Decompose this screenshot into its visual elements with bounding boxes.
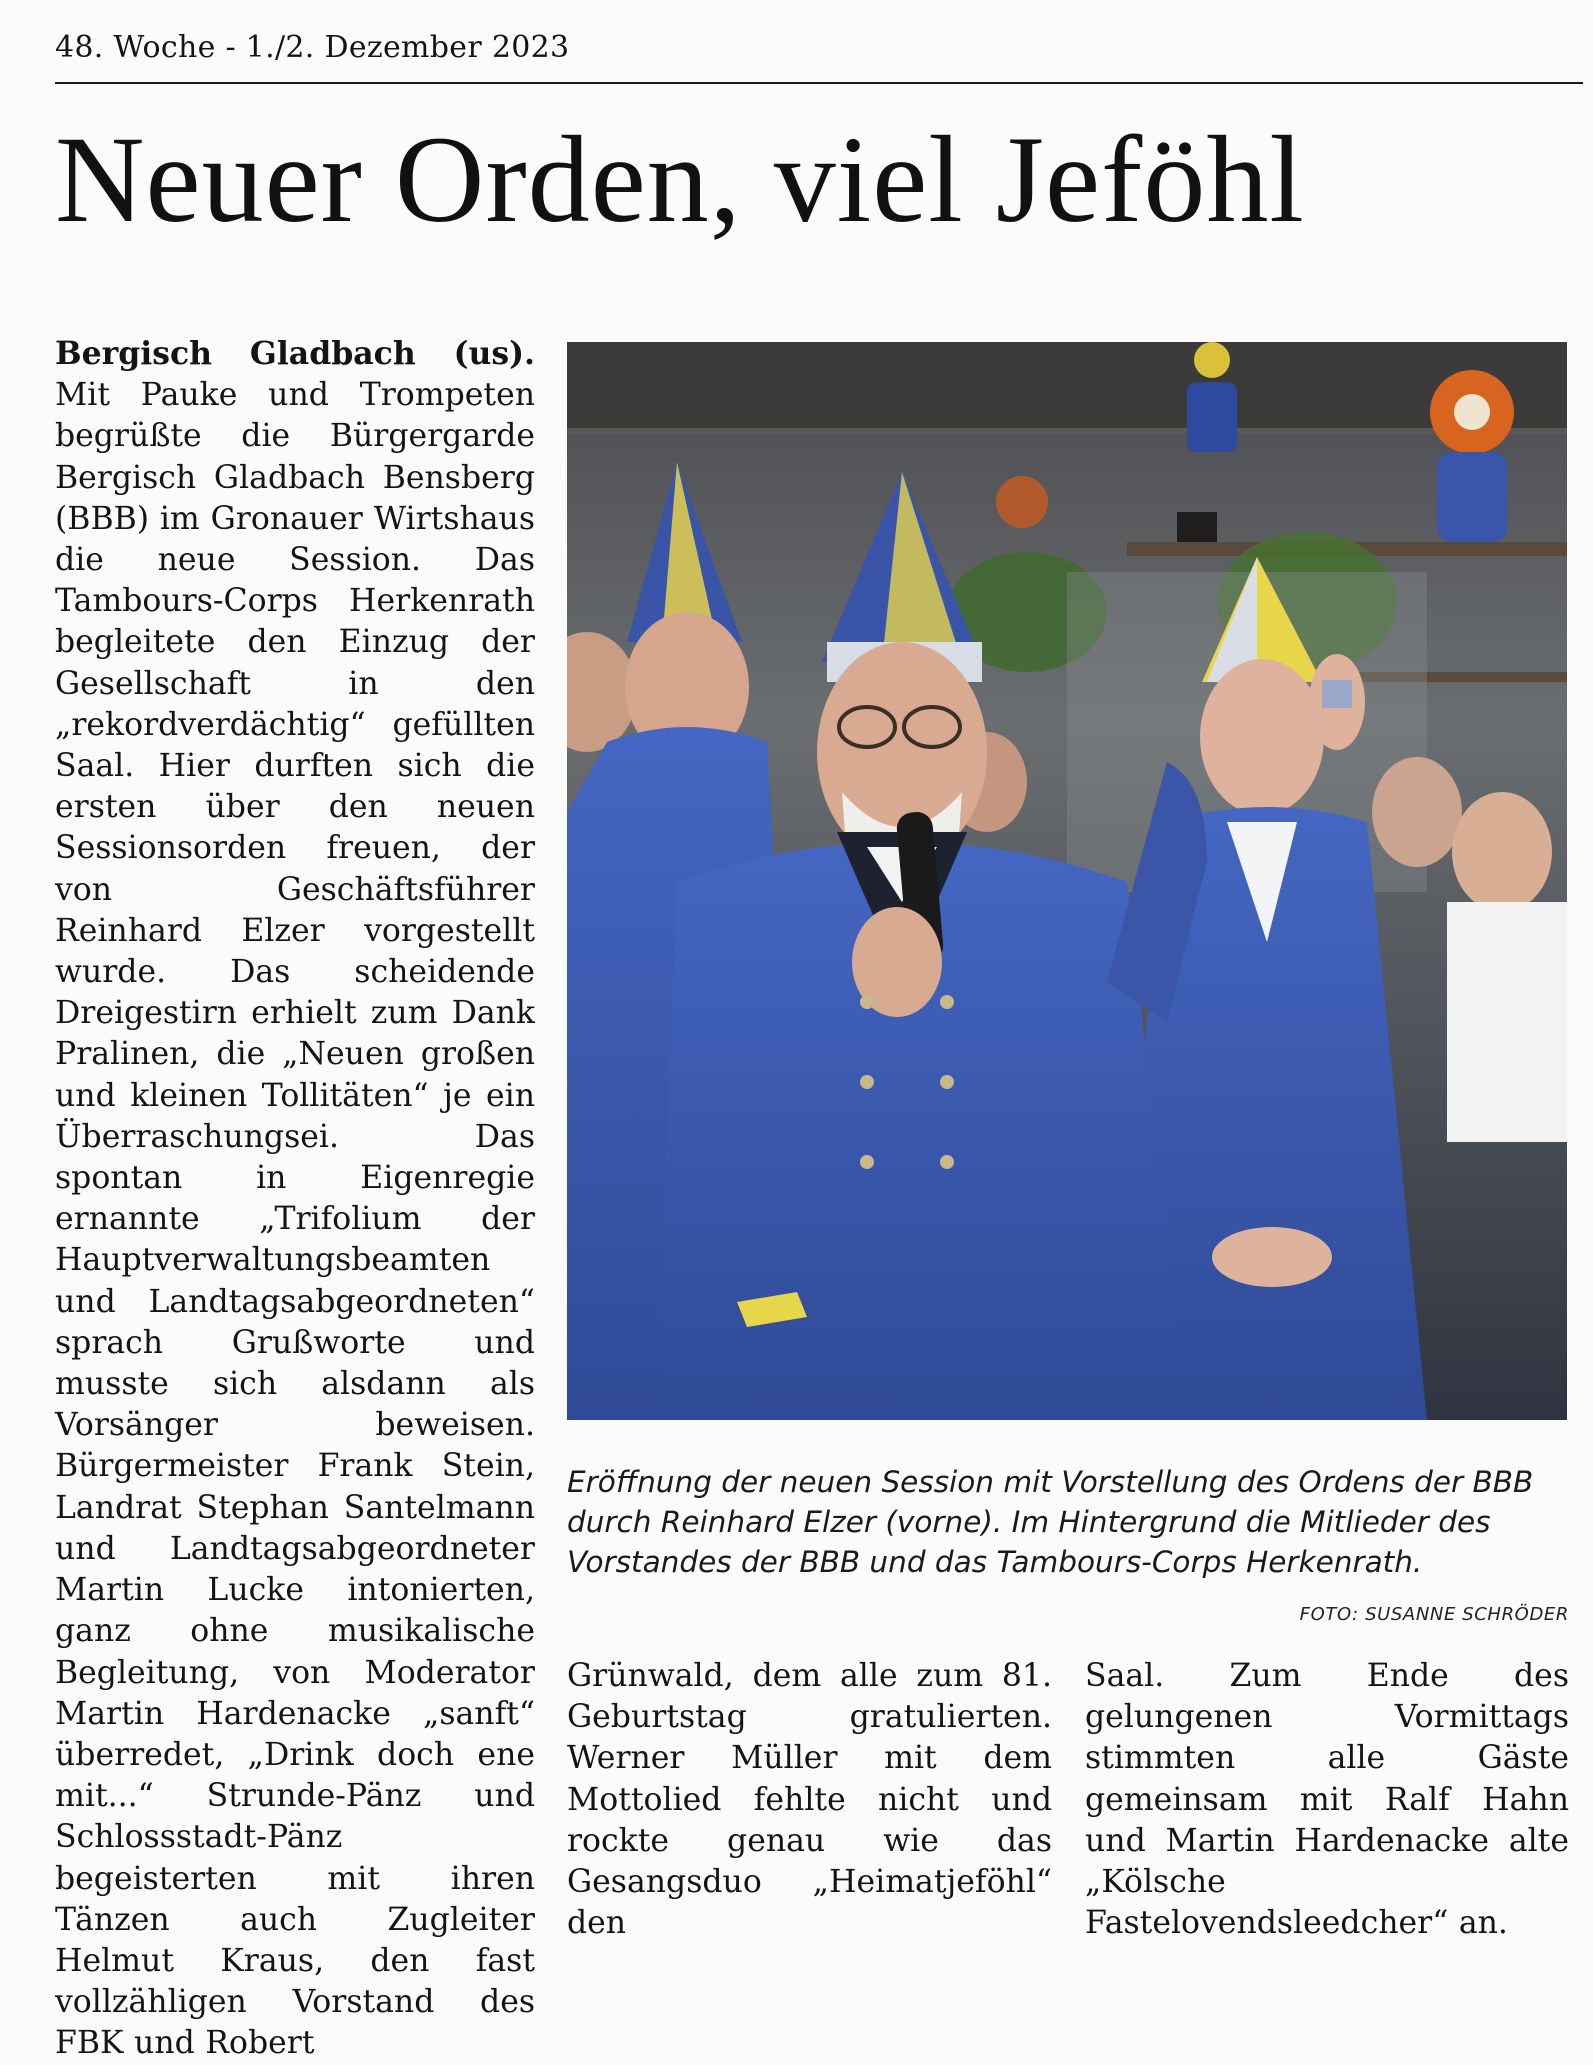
article-lead: Bergisch Gladbach (us). [55, 335, 535, 372]
article-column-1-text: Mit Pauke und Trompeten begrüßte die Bürgergarde Bergisch Gladbach Bensberg (BBB) im Gronauer Wirtshaus die neue Session. Das Tambours-Corps Herkenrath begleitete den Einzug der Gesellschaft in den „rekordverdächtig“ gefüllten Saal. Hier durften sich die ersten über den neuen Sessionsorden freuen, der von Geschäftsführer Reinhard Elzer vorgestellt wurde. Das scheidende Dreigestirn erhielt zum Dank Pralinen, die „Neuen großen und kleinen Tollitäten“ je ein Überraschungsei. Das spontan in Eigenregie ernannte „Trifolium der Hauptverwaltungsbeamten und Landtagsabgeordneten“ sprach Grußworte und musste sich alsdann als Vorsänger beweisen. Bürgermeister Frank Stein, Landrat Stephan Santelmann und Landtagsabgeordneter Martin Lucke intonierten, ganz ohne musikalische Begleitung, von Moderator Martin Hardenacke „sanft“ überredet, „Drink doch ene mit...“ Strunde-Pänz und Schlossstadt-Pänz begeisterten mit ihren Tänzen auch Zugleiter Helmut Kraus, den fast vollzähligen Vorstand des FBK und Robert [55, 377, 535, 2062]
article-column-2: Grünwald, dem alle zum 81. Geburtstag gratulierten. Werner Müller mit dem Mottolied fehlte nicht und rockte genau wie das Gesangsduo „Heimatjeföhl“ den [567, 1658, 1052, 1942]
article-column-3: Saal. Zum Ende des gelungenen Vormittags stimmten alle Gäste gemeinsam mit Ralf Hahn und Martin Hardenacke alte „Kölsche Fastelovendsleedcher“ an. [1085, 1658, 1569, 1942]
article-headline: Neuer Orden, viel Jeföhl [55, 111, 1305, 248]
article-column-1 [55, 333, 535, 2065]
header-rule [55, 82, 1583, 84]
photo-caption: Eröffnung der neuen Session mit Vorstellung des Ordens der BBB durch Reinhard Elzer (vorne). Im Hintergrund die Mitlieder des Vorstandes der BBB und das Tambours-Corps Herkenrath. [567, 1465, 1534, 1579]
photo-credit: FOTO: SUSANNE SCHRÖDER [1299, 1604, 1569, 1625]
photo-illustration [567, 342, 1567, 1420]
article-photo [567, 342, 1567, 1420]
dateline: 48. Woche - 1./2. Dezember 2023 [55, 30, 570, 65]
